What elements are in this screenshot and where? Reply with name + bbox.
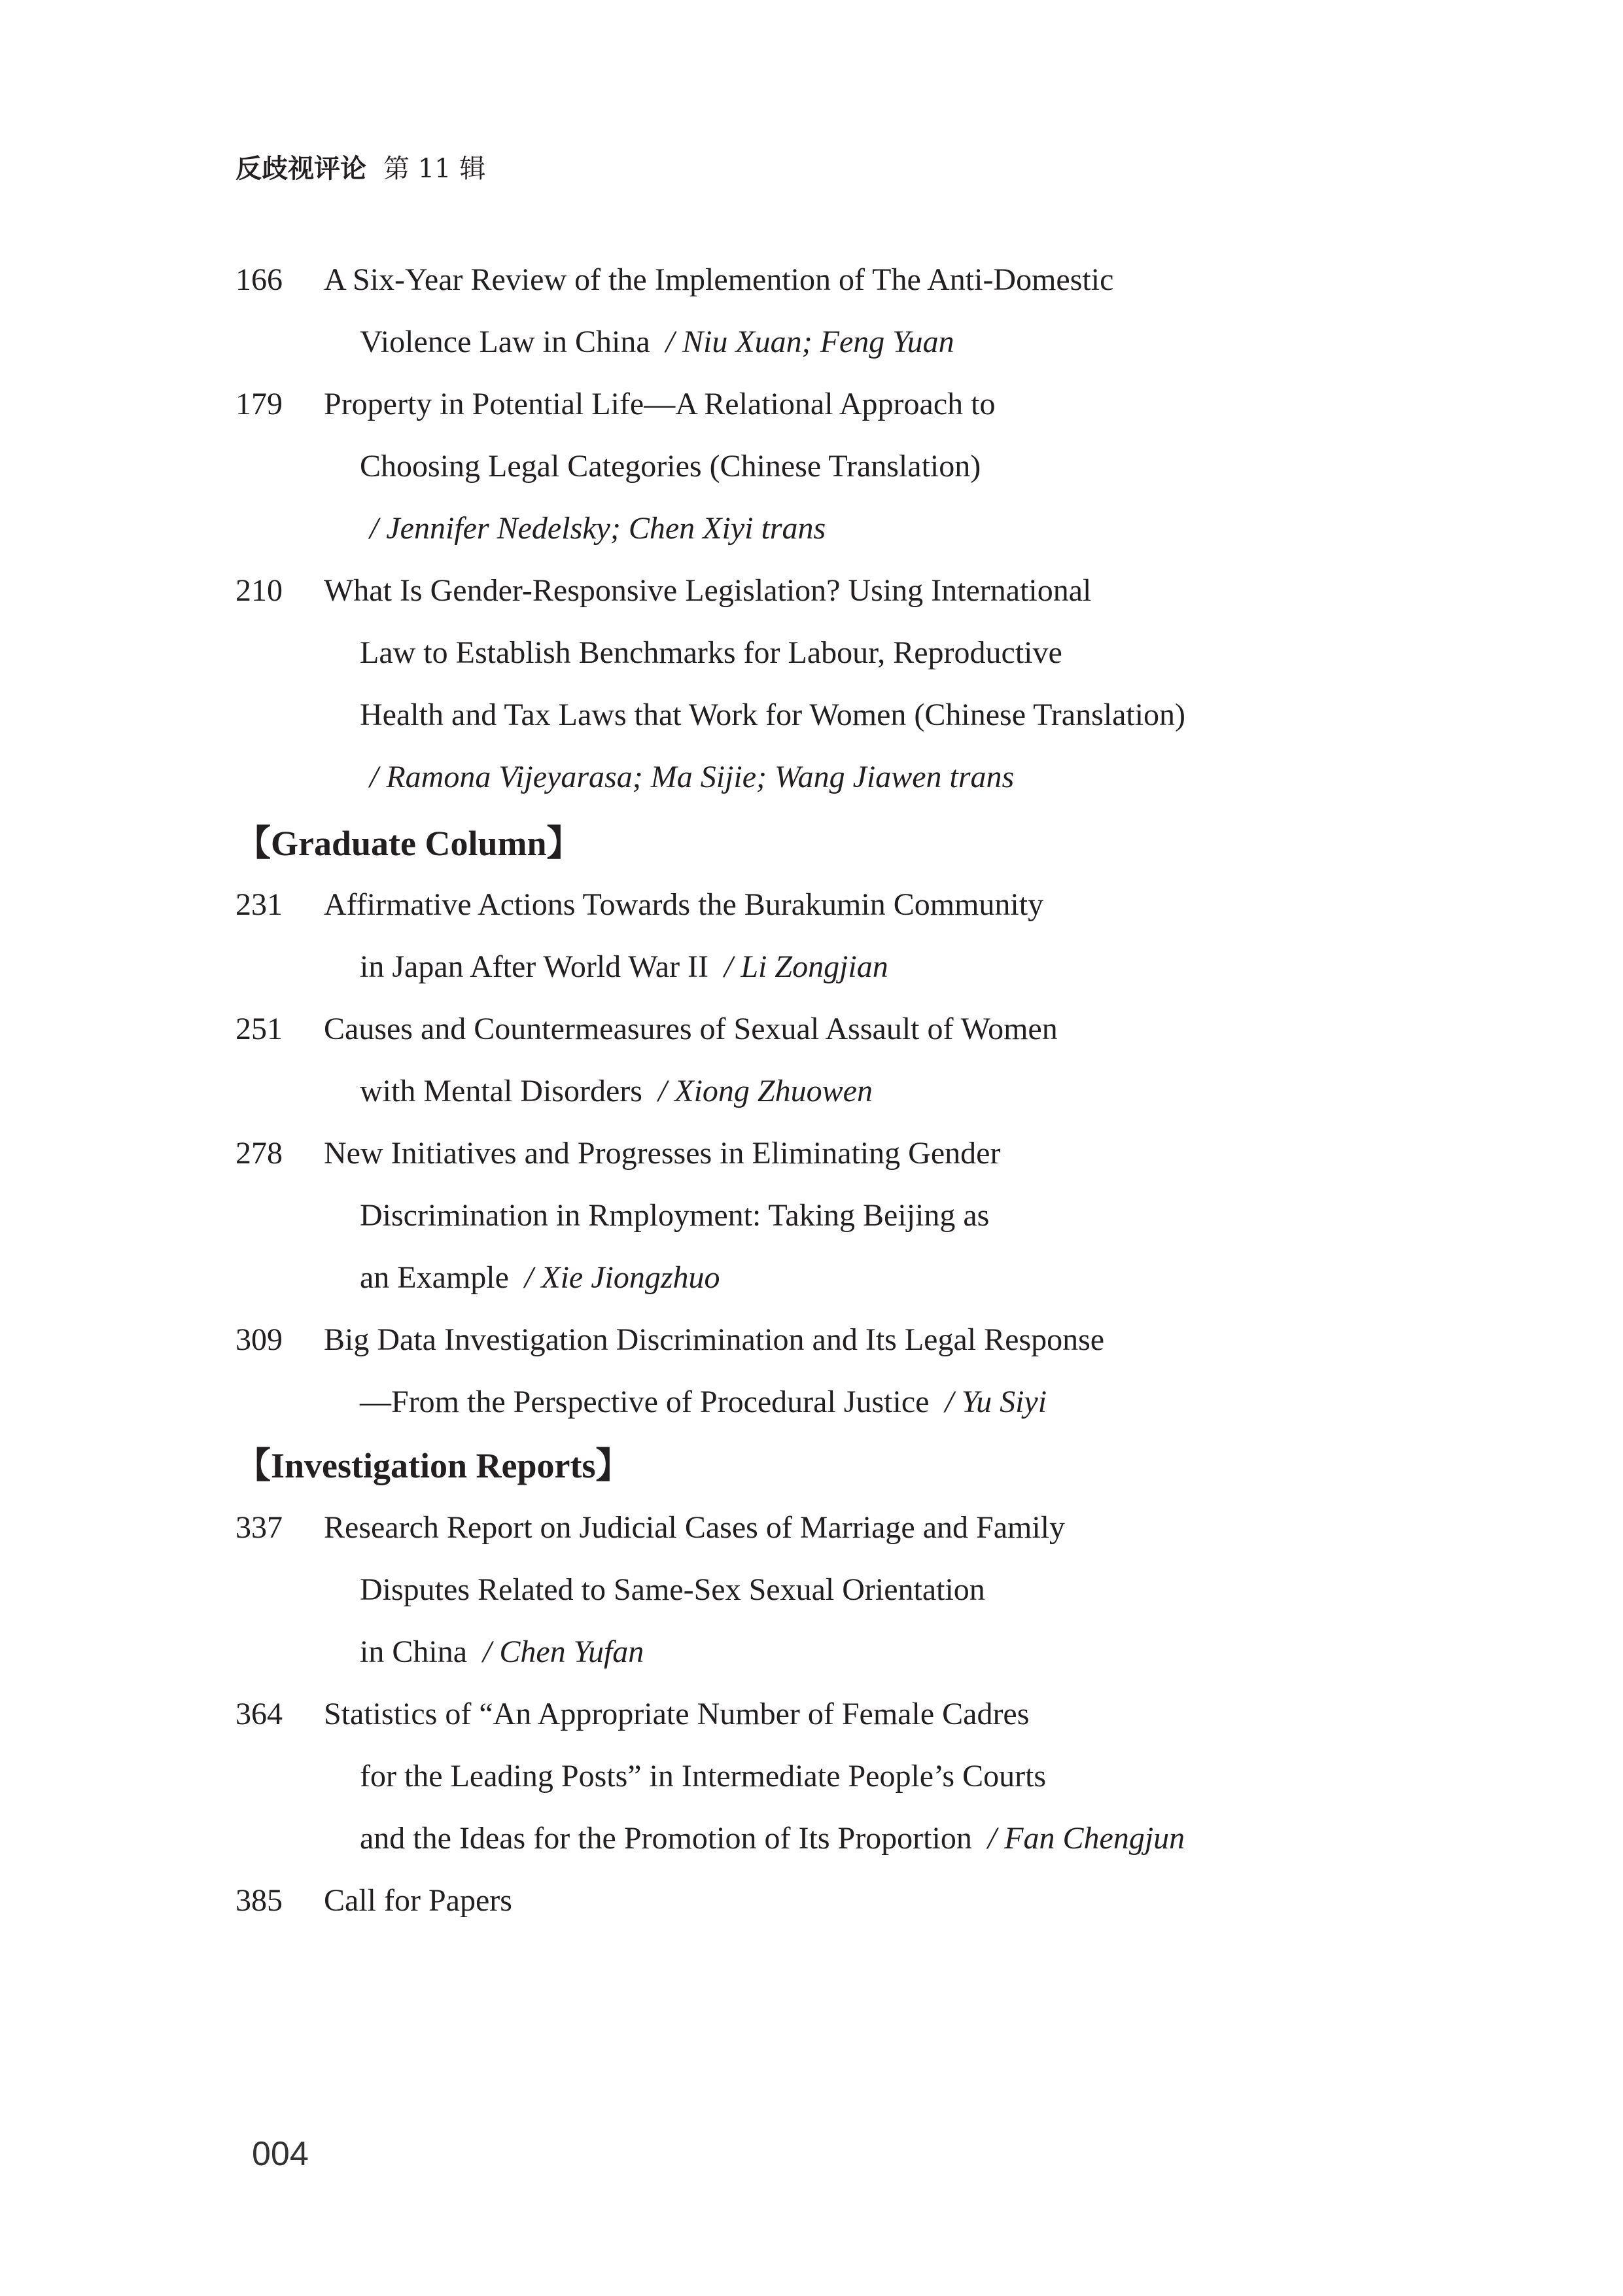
toc-title-line	[360, 1819, 1185, 1858]
toc-title-line	[360, 323, 954, 362]
section-heading-investigation-reports: 【Investigation Reports】	[236, 1446, 631, 1485]
toc-title-text: —From the Perspective of Procedural Justice	[360, 1385, 930, 1419]
toc-title-line: Research Report on Judicial Cases of Marriage and Family	[324, 1510, 1066, 1545]
toc-title-line: Property in Potential Life—A Relational Approach to	[324, 387, 996, 421]
toc-title-text: in Japan After World War II	[360, 949, 709, 984]
toc-author: / Fan Chengjun	[987, 1821, 1185, 1856]
toc-title-line	[360, 1383, 1047, 1422]
section-heading-graduate-column: 【Graduate Column】	[236, 824, 582, 863]
toc-title-line: New Initiatives and Progresses in Eliminating Gender	[324, 1136, 1001, 1171]
toc-author: / Jennifer Nedelsky; Chen Xiyi trans	[370, 511, 826, 546]
toc-page-number: 251	[236, 1012, 283, 1046]
toc-title-text: with Mental Disorders	[360, 1074, 642, 1108]
toc-page-number: 166	[236, 262, 283, 297]
toc-title-line: What Is Gender-Responsive Legislation? Using International	[324, 573, 1092, 608]
page-number: 004	[252, 2135, 309, 2173]
toc-title-text: an Example	[360, 1260, 509, 1295]
toc-page-number: 337	[236, 1510, 283, 1545]
toc-author: / Ramona Vijeyarasa; Ma Sijie; Wang Jiawen trans	[370, 760, 1015, 794]
toc-title-line: Call for Papers	[324, 1883, 512, 1918]
toc-page-number: 231	[236, 887, 283, 922]
toc-title-line: Choosing Legal Categories (Chinese Translation)	[360, 449, 981, 484]
toc-page-number: 309	[236, 1322, 283, 1357]
journal-title: 反歧视评论	[236, 154, 366, 184]
toc-title-line: Affirmative Actions Towards the Burakumin Community	[324, 887, 1044, 922]
running-header	[236, 148, 485, 185]
toc-author: / Xiong Zhuowen	[657, 1074, 873, 1108]
toc-title-line	[360, 1072, 873, 1111]
toc-title-text: in China	[360, 1634, 467, 1669]
toc-title-line: Disputes Related to Same-Sex Sexual Orientation	[360, 1572, 985, 1607]
toc-author: / Yu Siyi	[945, 1385, 1047, 1419]
toc-title-line: Big Data Investigation Discrimination and Its Legal Response	[324, 1322, 1105, 1357]
toc-author: / Chen Yufan	[483, 1634, 644, 1669]
toc-title-line: Law to Establish Benchmarks for Labour, Reproductive	[360, 635, 1062, 670]
toc-title-text: and the Ideas for the Promotion of Its Proportion	[360, 1821, 972, 1856]
toc-page-number: 385	[236, 1883, 283, 1918]
toc-title-line: Discrimination in Rmployment: Taking Beijing as	[360, 1198, 990, 1233]
toc-title-line: Statistics of “An Appropriate Number of Female Cadres	[324, 1697, 1030, 1731]
toc-author: / Xie Jiongzhuo	[524, 1260, 720, 1295]
toc-title-line: for the Leading Posts” in Intermediate People’s Courts	[360, 1759, 1047, 1793]
toc-page-number: 364	[236, 1697, 283, 1731]
toc-title-line	[360, 1258, 720, 1298]
toc-title-line	[360, 1633, 644, 1672]
toc-title-text: Violence Law in China	[360, 325, 650, 359]
toc-title-line: Health and Tax Laws that Work for Women (Chinese Translation)	[360, 698, 1186, 732]
toc-page-number: 179	[236, 387, 283, 421]
toc-author: / Niu Xuan; Feng Yuan	[665, 325, 954, 359]
toc-author: / Li Zongjian	[724, 949, 888, 984]
toc-page-number: 210	[236, 573, 283, 608]
toc-title-line: Causes and Countermeasures of Sexual Assault of Women	[324, 1012, 1058, 1046]
toc-title-line: A Six-Year Review of the Implemention of The Anti-Domestic	[324, 262, 1114, 297]
toc-page-number: 278	[236, 1136, 283, 1171]
issue-number: 第 11 辑	[383, 154, 486, 184]
toc-title-line	[360, 947, 888, 987]
